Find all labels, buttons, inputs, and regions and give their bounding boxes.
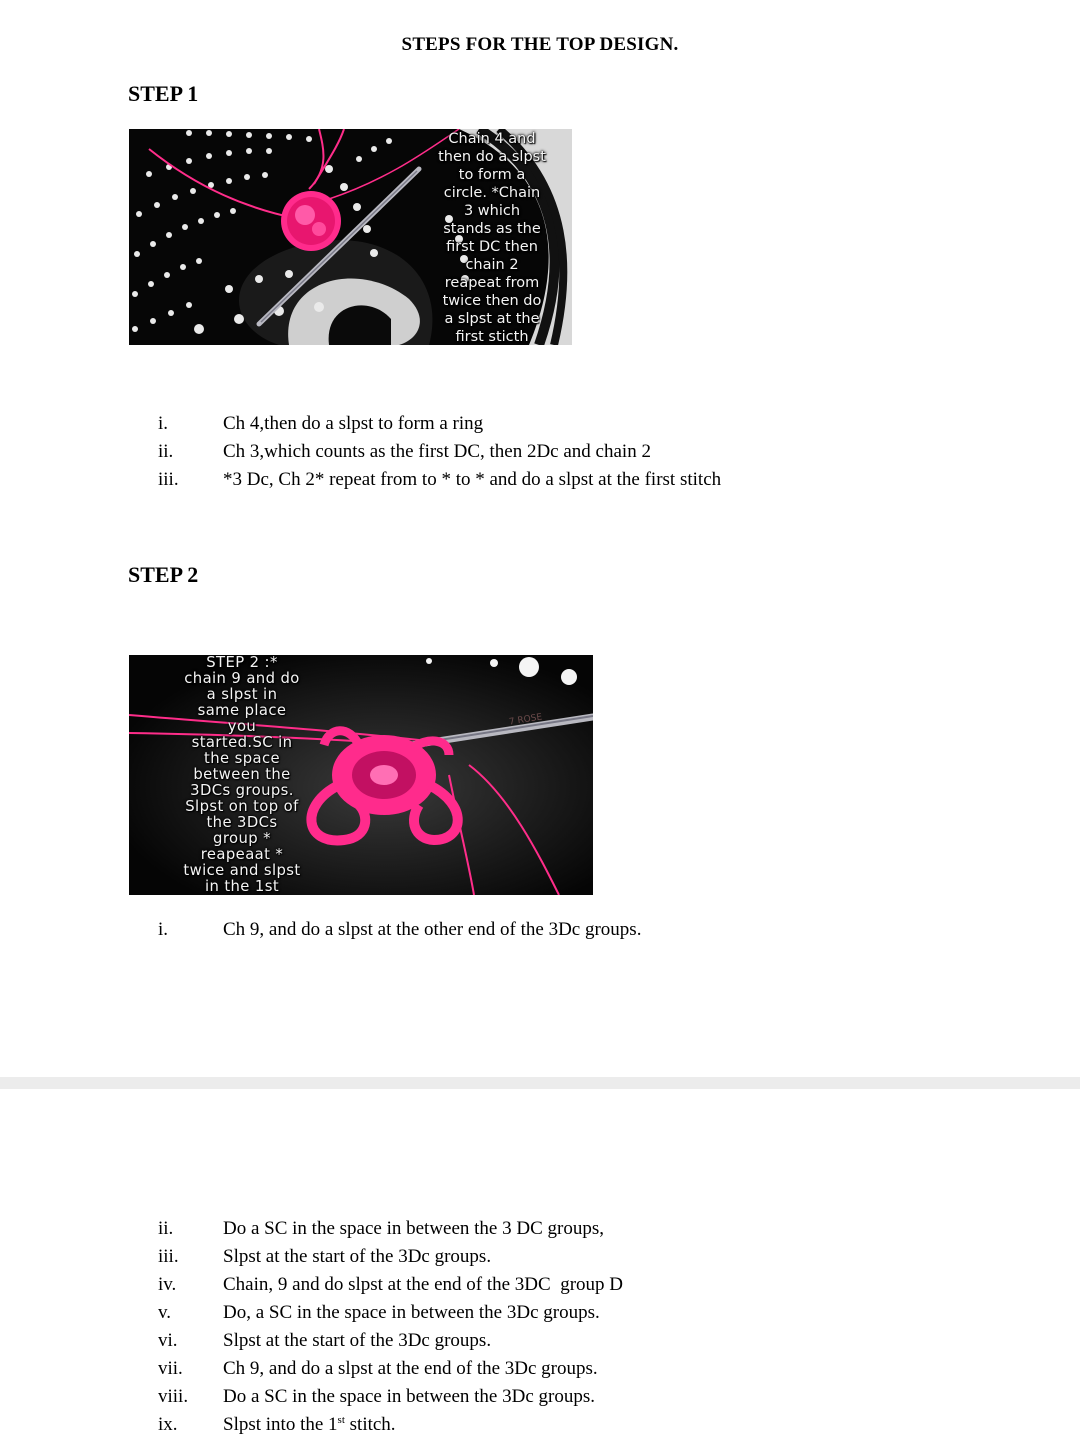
step1-photo — [129, 129, 572, 345]
list-item-text: Slpst at the start of the 3Dc groups. — [223, 1330, 492, 1351]
list-item-text: Chain, 9 and do slpst at the end of the 3DC group D — [223, 1274, 624, 1295]
list-item-number: iv. — [158, 1274, 177, 1295]
list-item-text: Do, a SC in the space in between the 3Dc groups. — [223, 1302, 600, 1323]
list-item-number: i. — [158, 919, 169, 940]
list-item-number: viii. — [158, 1386, 189, 1407]
list-item — [0, 466, 1080, 494]
list-item-text: Ch 3,which counts as the first DC, then 2Dc and chain 2 — [223, 441, 651, 462]
list-item-text: Do a SC in the space in between the 3 DC groups, — [223, 1218, 604, 1239]
list-item-number: ii. — [158, 441, 174, 462]
step1-photo-caption: Chain 4 and then do a slpst to form a circle. *Chain 3 which stands as the first DC then chain 2 reapeat from twice then do a slpst at the first sticth — [438, 131, 546, 345]
list-item-text: *3 Dc, Ch 2* repeat from to * to * and do a slpst at the first stitch — [223, 469, 722, 490]
list-item-text-start: Slpst into the 1 — [223, 1414, 338, 1435]
step1-heading: STEP 1 — [128, 81, 199, 106]
step2-instructions — [0, 916, 1080, 944]
step1-instructions — [0, 410, 1080, 494]
list-item — [0, 1355, 1080, 1383]
list-item — [0, 1299, 1080, 1327]
list-item-text-end: stitch. — [344, 1414, 396, 1435]
page-break — [0, 1077, 1080, 1089]
list-item — [0, 1411, 1080, 1439]
list-item-text: Ch 4,then do a slpst to form a ring — [223, 413, 484, 434]
list-item — [0, 1243, 1080, 1271]
list-item — [0, 1383, 1080, 1411]
step2-photo-caption: STEP 2 :* chain 9 and do a slpst in same place you started.SC in the space between the 3DCs groups. Slpst on top of the 3DCs group * reapeaat * twice and slpst in the 1st — [183, 655, 301, 895]
list-item-number: i. — [158, 413, 169, 434]
step2-instructions-continued — [0, 1215, 1080, 1439]
list-item — [0, 438, 1080, 466]
list-item-number: vii. — [158, 1358, 183, 1379]
list-item-number: v. — [158, 1302, 172, 1323]
list-item-number: iii. — [158, 469, 179, 490]
list-item — [0, 1215, 1080, 1243]
list-item — [0, 916, 1080, 944]
list-item-text: Do a SC in the space in between the 3Dc groups. — [223, 1386, 595, 1407]
hook-label: 7 ROSE — [508, 712, 543, 728]
list-item — [0, 410, 1080, 438]
page-title: STEPS FOR THE TOP DESIGN. — [401, 34, 679, 55]
list-item — [0, 1271, 1080, 1299]
ordinal-superscript: st — [337, 1414, 345, 1426]
step2-heading: STEP 2 — [128, 562, 199, 587]
list-item-text — [223, 1411, 396, 1439]
list-item-number: ii. — [158, 1218, 174, 1239]
list-item-number: ix. — [158, 1414, 178, 1435]
list-item-text: Slpst at the start of the 3Dc groups. — [223, 1246, 492, 1267]
list-item-number: iii. — [158, 1246, 179, 1267]
list-item-number: vi. — [158, 1330, 178, 1351]
step2-photo — [129, 655, 593, 895]
list-item-text: Ch 9, and do a slpst at the end of the 3Dc groups. — [223, 1358, 598, 1379]
list-item — [0, 1327, 1080, 1355]
list-item-text: Ch 9, and do a slpst at the other end of the 3Dc groups. — [223, 919, 642, 940]
